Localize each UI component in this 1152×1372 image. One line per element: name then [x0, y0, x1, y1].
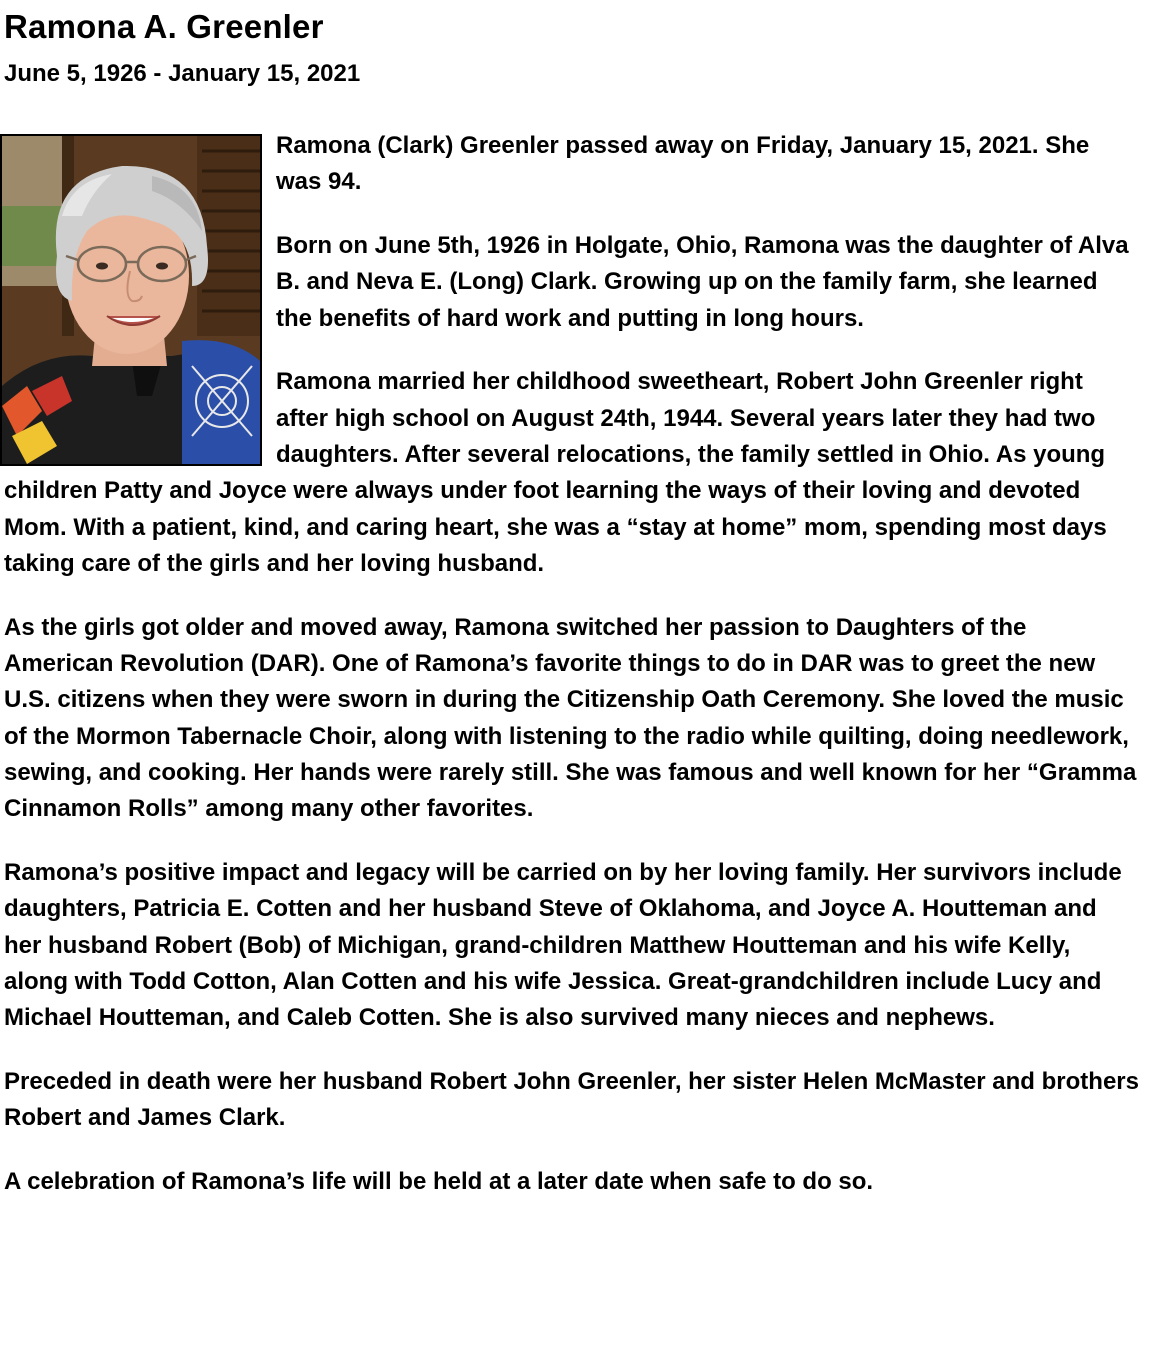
obituary-name: Ramona A. Greenler — [4, 8, 324, 45]
obituary-dates: June 5, 1926 - January 15, 2021 — [4, 60, 361, 87]
obituary-body — [4, 128, 1140, 1228]
paragraph-7: A celebration of Ramona’s life will be held at a later date when safe to do so. — [4, 1168, 874, 1196]
obituary-page — [4, 0, 1144, 88]
paragraph-5: Ramona’s positive impact and legacy will be carried on by her loving family. Her survivors include daughters, Patricia E. Cotten and her husband Steve of Oklahoma, and Joyce A. Houtteman and her husband Robert (Bob) of Michigan, grand-children Matthew Houtteman and his wife Kelly, along with Todd Cotton, Alan Cotten and his wife Jessica. Great-grandchildren include Lucy and Michael Houtteman, and Caleb Cotten. She is also survived many nieces and nephews. — [4, 859, 1122, 1032]
portrait-illustration — [2, 136, 260, 464]
paragraph-3: Ramona married her childhood sweetheart, Robert John Greenler right after high school on August 24th, 1944. Several years later they had two daughters. After several relocations, the family settled in Ohio. As young children Patty and Joyce were always under foot learning the ways of their loving and devoted Mom. With a patient, kind, and caring heart, she was a “stay at home” mom, spending most days taking care of the girls and her loving husband. — [4, 368, 1107, 577]
paragraph-6: Preceded in death were her husband Robert John Greenler, her sister Helen McMaster and brothers Robert and James Clark. — [4, 1068, 1139, 1132]
paragraph-1: Ramona (Clark) Greenler passed away on Friday, January 15, 2021. She was 94. — [276, 132, 1090, 196]
paragraph-2: Born on June 5th, 1926 in Holgate, Ohio, Ramona was the daughter of Alva B. and Neva E. (Long) Clark. Growing up on the family farm, she learned the benefits of hard work and putting in long hours. — [276, 232, 1129, 332]
portrait-photo — [0, 134, 262, 466]
paragraph-4: As the girls got older and moved away, Ramona switched her passion to Daughters of the American Revolution (DAR). One of Ramona’s favorite things to do in DAR was to greet the new U.S. citizens when they were sworn in during the Citizenship Oath Ceremony. She loved the music of the Mormon Tabernacle Choir, along with listening to the radio while quilting, doing needlework, sewing, and cooking. Her hands were rarely still. She was famous and well known for her “Gramma Cinnamon Rolls” among many other favorites. — [4, 613, 1137, 823]
